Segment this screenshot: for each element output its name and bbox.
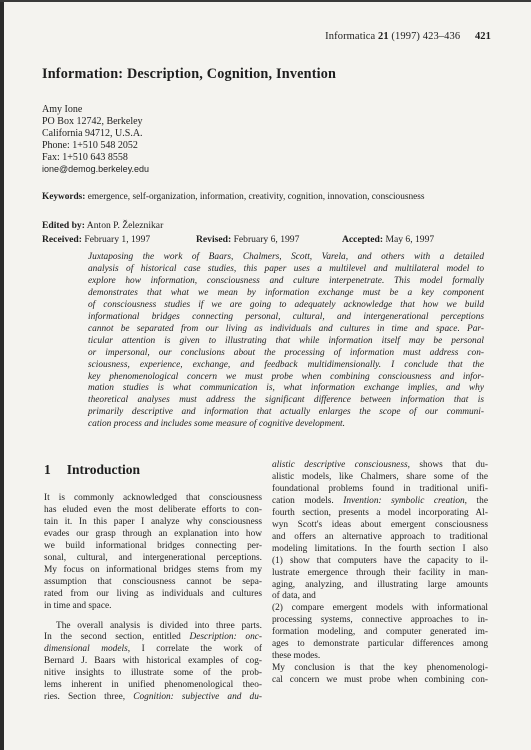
left-column (44, 493, 262, 704)
body-line: (2) compare emergent models with informational (272, 603, 488, 614)
abstract-line: cation process and includes some measure of cognitive development. (88, 419, 345, 430)
section-number: 1 (44, 462, 51, 477)
paper-title: Information: Description, Cognition, Invention (42, 66, 337, 82)
keywords-label: Keywords: (42, 192, 86, 202)
author-address-line: California 94712, U.S.A. (42, 127, 143, 139)
body-line: assumption that consciousness cannot be sepa- (44, 576, 262, 587)
editor-name: Anton P. Železnikar (86, 220, 164, 231)
keywords-line (42, 192, 502, 202)
body-line: ages to demonstrate particular differences among (272, 639, 488, 650)
journal-name: Informatica (325, 31, 376, 42)
edited-by-line (42, 220, 163, 231)
keywords-text: emergence, self-organization, information, creativity, cognition, innovation, consciousness (87, 192, 425, 202)
abstract-line: explore how information, consciousness and culture interpenetrate. This model formally (88, 275, 484, 286)
edited-by-label: Edited by: (42, 220, 85, 231)
abstract-line: demonstrates that what we mean by information exchange must be a key component (88, 287, 484, 298)
abstract-line: ticular attention is given to illustrating that while information itself may be personal (88, 335, 484, 346)
body-line: sonal, cultural, and intergenerational perceptions. (44, 552, 262, 563)
body-line: alistic models, like Chalmers, share some of the (272, 471, 488, 482)
body-line: wyn Scott's ideas about emergent consciousness (272, 519, 488, 530)
body-line: tain it. In this paper I analyze why consciousness (44, 516, 262, 527)
dates-line (42, 234, 502, 248)
body-line: In the second section, entitled Description: onc- (44, 632, 262, 643)
journal-year-pages: (1997) 423–436 (391, 31, 461, 42)
body-line: My focus on informational bridges stems from my (44, 564, 262, 575)
body-line: It is commonly acknowledged that consciousness (44, 493, 262, 503)
abstract-line: theoretical analyses must address the significant difference between information that is (88, 395, 484, 406)
body-line: fourth section, presents a model incorporating Al- (272, 507, 488, 518)
received-date: Received: February 1, 1997 (42, 234, 151, 245)
body-line: lustrate emergence through their facility in man- (272, 567, 488, 578)
revised-date: Revised: February 6, 1997 (196, 234, 300, 245)
section-title: Introduction (66, 462, 141, 477)
body-line: has eluded even the most deliberate efforts to con- (44, 504, 262, 515)
abstract-line: of consciousness studies if we are going to adequately acknowledge that how we build (88, 299, 484, 310)
abstract-line: informational bridges connecting personal, cultural, and intergenerational perceptions (88, 311, 484, 322)
section-heading (44, 462, 140, 478)
body-line: lems inherent in unified phenomenological theo- (44, 680, 262, 691)
body-line: we build informational bridges connecting per- (44, 540, 262, 551)
author-block (42, 104, 149, 175)
body-line: cation models. Invention: symbolic creation, the (272, 495, 488, 506)
author-name: Amy Ione (42, 104, 83, 115)
body-line: My conclusion is that the key phenomenologi- (272, 663, 488, 674)
abstract-line: mation studies is what communication is, what information exchange implies, and why (88, 383, 484, 394)
abstract-line: or impersonal, our conclusions about the processing of information must address con- (88, 347, 484, 358)
abstract-line: key phenomenological concern we must probe when combining consciousness and infor- (88, 371, 484, 382)
page-number: 421 (474, 31, 491, 42)
abstract-line: sciousness, experience, exchange, and feedback multidimensionally. I conclude that the (88, 359, 484, 370)
body-line: nitive insights to illustrate some of the prob- (44, 668, 262, 679)
body-line: formation modeling, and computer generated im- (272, 627, 488, 638)
body-line: these modes. (272, 651, 321, 662)
body-line: ries. Section three, Cognition: subjective and du- (44, 692, 263, 703)
body-line: (1) show that computers have the capacity to il- (272, 555, 488, 566)
body-line: processing systems, connective approaches to in- (272, 615, 488, 626)
scan-edge-left (0, 0, 4, 750)
author-address-line: PO Box 12742, Berkeley (42, 115, 143, 127)
body-line: in time and space. (44, 600, 112, 611)
author-phone: Phone: 1+510 548 2052 (42, 139, 138, 151)
body-line: of data, and (272, 591, 316, 602)
paragraph-gap (44, 613, 262, 621)
body-line: The overall analysis is divided into three parts. (56, 620, 262, 631)
abstract (88, 252, 484, 431)
body-line: foundational problems found in traditional unifi- (272, 483, 488, 494)
scan-edge-top (0, 0, 531, 2)
body-line: evades our grasp through an explanation into how (44, 528, 262, 539)
body-line: aging, analyzing, and illustrating large amounts (272, 579, 488, 590)
body-line: Bernard J. Baars with historical examples of cog- (44, 656, 262, 667)
body-line: rated from our living as individuals and cultures (44, 588, 262, 599)
author-fax: Fax: 1+510 643 8558 (42, 151, 128, 163)
body-line: cal concern we must probe when combining con- (272, 675, 488, 686)
author-email: ione@demog.berkeley.edu (42, 163, 150, 174)
abstract-line: primarily descriptive and information that actually enlarges the scope of our communi- (88, 407, 484, 418)
abstract-line: analysis of historical case studies, this paper uses a multilevel and multilateral model to (88, 263, 484, 274)
body-line: dimensional models, I correlate the work of (44, 644, 262, 655)
journal-volume: 21 (377, 31, 389, 42)
right-column (272, 460, 488, 687)
abstract-line: cannot be separated from our living as individuals and cultures in time and space. Par- (88, 323, 484, 334)
accepted-date: Accepted: May 6, 1997 (342, 234, 435, 245)
body-line: and offers an alternative approach to traditional (272, 531, 488, 542)
abstract-line: Juxtaposing the work of Baars, Chalmers, Scott, Varela, and others with a detailed (88, 252, 484, 262)
body-line: alistic descriptive consciousness, shows that du- (272, 460, 488, 470)
running-header (325, 31, 491, 42)
body-line: modeling limitations. In the fourth section I also (272, 543, 488, 554)
